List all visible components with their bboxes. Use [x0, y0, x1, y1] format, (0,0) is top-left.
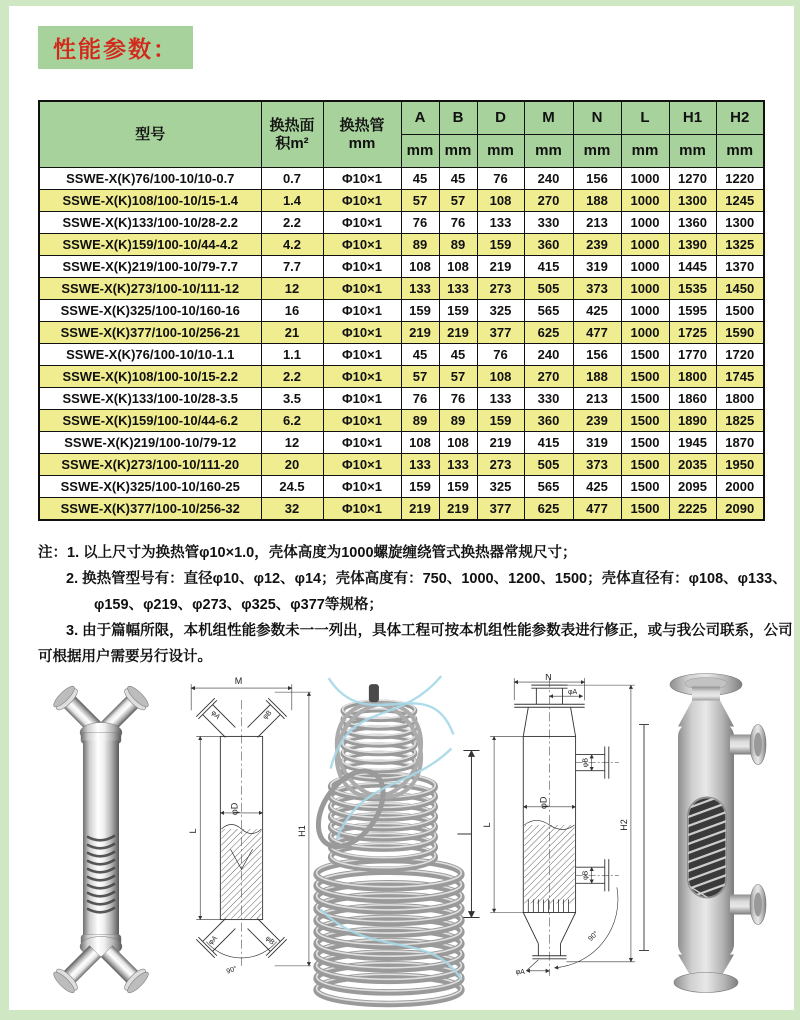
dim-cell-M: 240 — [524, 168, 573, 190]
dim-cell-L: 1500 — [621, 344, 669, 366]
dim-cell-M: 625 — [524, 322, 573, 344]
header-dim-B: B — [439, 101, 477, 135]
dim-cell-L: 1000 — [621, 300, 669, 322]
drawing2-labels — [482, 674, 629, 976]
table-row — [39, 190, 764, 212]
dim-cell-B: 89 — [439, 234, 477, 256]
dim-cell-N: 477 — [573, 498, 621, 521]
dim-cell-H1: 1770 — [669, 344, 716, 366]
label-angle: 90° — [225, 965, 239, 976]
dim-cell-N: 188 — [573, 190, 621, 212]
model-cell: SSWE-X(K)325/100-10/160-16 — [39, 300, 261, 322]
dim-cell-D: 133 — [477, 212, 524, 234]
area-cell: 6.2 — [261, 410, 323, 432]
dim-cell-L: 1500 — [621, 432, 669, 454]
dim-cell-N: 156 — [573, 168, 621, 190]
dim-cell-H1: 1390 — [669, 234, 716, 256]
unit-cell: mm — [401, 135, 439, 168]
dim-cell-H2: 1370 — [716, 256, 764, 278]
dim-cell-H2: 1450 — [716, 278, 764, 300]
area-cell: 7.7 — [261, 256, 323, 278]
dim-cell-B: 159 — [439, 476, 477, 498]
label-L: L — [482, 822, 493, 828]
header-dim-H1: H1 — [669, 101, 716, 135]
dim-cell-N: 239 — [573, 234, 621, 256]
dim-cell-H2: 1800 — [716, 388, 764, 410]
dim-cell-N: 319 — [573, 432, 621, 454]
top-cone-right — [571, 707, 576, 736]
model-cell: SSWE-X(K)108/100-10/15-2.2 — [39, 366, 261, 388]
area-cell: 3.5 — [261, 388, 323, 410]
table-row — [39, 212, 764, 234]
dim-cell-H2: 1220 — [716, 168, 764, 190]
header-dim-M: M — [524, 101, 573, 135]
unit-cell: mm — [621, 135, 669, 168]
table-row — [39, 366, 764, 388]
dim-L — [490, 736, 523, 912]
dim-cell-N: 425 — [573, 476, 621, 498]
model-cell: SSWE-X(K)219/100-10/79-7.7 — [39, 256, 261, 278]
tube-cell: Φ10×1 — [323, 454, 401, 476]
dim-cell-B: 133 — [439, 278, 477, 300]
bottom-flange — [674, 973, 738, 993]
dim-cell-D: 377 — [477, 498, 524, 521]
dim-A-bottom — [526, 960, 549, 971]
dim-cell-M: 330 — [524, 388, 573, 410]
model-cell: SSWE-X(K)108/100-10/15-1.4 — [39, 190, 261, 212]
header-dim-A: A — [401, 101, 439, 135]
lower-side-nozzle — [730, 885, 766, 925]
dim-cell-L: 1000 — [621, 322, 669, 344]
dim-cell-B: 108 — [439, 432, 477, 454]
model-cell: SSWE-X(K)273/100-10/111-20 — [39, 454, 261, 476]
dim-cell-A: 108 — [401, 432, 439, 454]
coil-hatch — [524, 825, 574, 903]
dim-cell-H1: 1860 — [669, 388, 716, 410]
model-cell: SSWE-X(K)273/100-10/111-12 — [39, 278, 261, 300]
dim-cell-A: 45 — [401, 168, 439, 190]
page-title: 性能参数： — [38, 26, 193, 69]
dim-cell-M: 565 — [524, 300, 573, 322]
dim-cell-A: 108 — [401, 256, 439, 278]
tube-cell: Φ10×1 — [323, 278, 401, 300]
dim-cell-B: 219 — [439, 322, 477, 344]
dim-cell-M: 415 — [524, 256, 573, 278]
table-row — [39, 168, 764, 190]
dim-cell-D: 133 — [477, 388, 524, 410]
header-tube-line2: mm — [348, 134, 376, 152]
dim-cell-A: 45 — [401, 344, 439, 366]
note-line: φ159、φ219、φ273、φ325、φ377等规格； — [94, 597, 383, 614]
table-row — [39, 454, 764, 476]
dim-cell-D: 325 — [477, 476, 524, 498]
product-photo-1 — [36, 676, 166, 1002]
label-N: N — [545, 674, 552, 683]
area-cell: 0.7 — [261, 168, 323, 190]
tube-cell: Φ10×1 — [323, 234, 401, 256]
header-dim-D: D — [477, 101, 524, 135]
dim-cell-B: 57 — [439, 190, 477, 212]
dim-cell-M: 270 — [524, 190, 573, 212]
dim-cell-M: 270 — [524, 366, 573, 388]
dimension-drawing-1 — [170, 672, 316, 984]
model-cell: SSWE-X(K)133/100-10/28-3.5 — [39, 388, 261, 410]
tube-cell: Φ10×1 — [323, 388, 401, 410]
label-B-top: φB — [261, 709, 274, 721]
table-row — [39, 432, 764, 454]
dim-cell-H2: 1245 — [716, 190, 764, 212]
dim-L — [196, 736, 220, 919]
top-nozzle-left — [196, 698, 239, 741]
dim-cell-M: 505 — [524, 278, 573, 300]
model-cell: SSWE-X(K)159/100-10/44-4.2 — [39, 234, 261, 256]
drawing1-labels — [188, 676, 307, 976]
table-row — [39, 498, 764, 521]
unit-cell: mm — [573, 135, 621, 168]
coil-hatch — [221, 829, 261, 919]
dim-cell-L: 1500 — [621, 388, 669, 410]
label-B-bottom: φB — [263, 934, 276, 947]
label-D: φD — [229, 802, 240, 816]
tube-cell: Φ10×1 — [323, 300, 401, 322]
dim-cell-L: 1000 — [621, 212, 669, 234]
dim-cell-M: 625 — [524, 498, 573, 521]
tube-cell: Φ10×1 — [323, 322, 401, 344]
dim-cell-M: 330 — [524, 212, 573, 234]
label-H1: H1 — [296, 825, 307, 837]
dim-cell-H1: 1800 — [669, 366, 716, 388]
dim-cell-M: 565 — [524, 476, 573, 498]
model-cell: SSWE-X(K)377/100-10/256-32 — [39, 498, 261, 521]
tube-cell: Φ10×1 — [323, 366, 401, 388]
dim-cell-M: 505 — [524, 454, 573, 476]
dim-cell-H2: 1870 — [716, 432, 764, 454]
dim-cell-H2: 2000 — [716, 476, 764, 498]
dim-cell-D: 219 — [477, 432, 524, 454]
dim-cell-A: 219 — [401, 498, 439, 521]
dim-cell-A: 219 — [401, 322, 439, 344]
dim-cell-M: 415 — [524, 432, 573, 454]
header-tube — [323, 101, 401, 168]
area-cell: 20 — [261, 454, 323, 476]
dim-cell-L: 1500 — [621, 410, 669, 432]
dim-cell-N: 373 — [573, 454, 621, 476]
dim-cell-H1: 1360 — [669, 212, 716, 234]
dim-cell-L: 1500 — [621, 476, 669, 498]
area-cell: 16 — [261, 300, 323, 322]
dim-cell-H1: 1535 — [669, 278, 716, 300]
dim-cell-D: 159 — [477, 410, 524, 432]
dim-cell-B: 89 — [439, 410, 477, 432]
note-line: 可根据用户需要另行设计。 — [38, 649, 212, 666]
dim-cell-N: 373 — [573, 278, 621, 300]
table-body — [39, 168, 764, 521]
bottom-nozzle-left — [196, 914, 239, 957]
dim-cell-A: 76 — [401, 388, 439, 410]
dim-cell-L: 1500 — [621, 366, 669, 388]
area-cell: 2.2 — [261, 212, 323, 234]
model-cell: SSWE-X(K)159/100-10/44-6.2 — [39, 410, 261, 432]
dim-cell-H1: 1270 — [669, 168, 716, 190]
area-cell: 12 — [261, 432, 323, 454]
dim-cell-N: 156 — [573, 344, 621, 366]
table-row — [39, 300, 764, 322]
model-cell: SSWE-X(K)219/100-10/79-12 — [39, 432, 261, 454]
dim-cell-N: 477 — [573, 322, 621, 344]
dim-cell-H1: 1945 — [669, 432, 716, 454]
dim-cell-H1: 1725 — [669, 322, 716, 344]
dim-cell-H1: 1445 — [669, 256, 716, 278]
model-cell: SSWE-X(K)377/100-10/256-21 — [39, 322, 261, 344]
table-row — [39, 278, 764, 300]
table-row — [39, 410, 764, 432]
header-dim-H2: H2 — [716, 101, 764, 135]
label-H2: H2 — [618, 819, 629, 831]
dim-cell-H1: 2225 — [669, 498, 716, 521]
tube-cell: Φ10×1 — [323, 476, 401, 498]
coil-bundle-photo — [300, 658, 482, 1010]
dim-cell-D: 273 — [477, 454, 524, 476]
header-area — [261, 101, 323, 168]
dim-cell-A: 57 — [401, 366, 439, 388]
tube-cell: Φ10×1 — [323, 432, 401, 454]
dim-cell-L: 1000 — [621, 234, 669, 256]
unit-cell: mm — [716, 135, 764, 168]
table-header — [39, 101, 764, 168]
spec-table — [38, 100, 765, 521]
upper-side-nozzle — [730, 725, 766, 765]
dim-cell-B: 76 — [439, 388, 477, 410]
area-cell: 32 — [261, 498, 323, 521]
dim-cell-L: 1000 — [621, 168, 669, 190]
top-stub — [692, 687, 720, 703]
dim-cell-H2: 1720 — [716, 344, 764, 366]
dim-cell-M: 360 — [524, 234, 573, 256]
model-cell: SSWE-X(K)325/100-10/160-25 — [39, 476, 261, 498]
dim-cell-H1: 1300 — [669, 190, 716, 212]
dim-cell-B: 219 — [439, 498, 477, 521]
label-angle: 90° — [587, 930, 600, 943]
label-A-top: φA — [209, 709, 222, 721]
dim-cell-D: 377 — [477, 322, 524, 344]
dim-cell-B: 108 — [439, 256, 477, 278]
dimension-drawing-2 — [478, 674, 644, 986]
dim-cell-A: 133 — [401, 278, 439, 300]
dim-cell-A: 133 — [401, 454, 439, 476]
note-line: 注：1. 以上尺寸为换热管φ10×1.0，壳体高度为1000螺旋缠绕管式换热器常规尺寸； — [38, 545, 577, 561]
label-L: L — [188, 828, 199, 834]
dim-cell-B: 133 — [439, 454, 477, 476]
model-cell: SSWE-X(K)76/100-10/10-1.1 — [39, 344, 261, 366]
dim-cell-L: 1500 — [621, 454, 669, 476]
area-cell: 1.1 — [261, 344, 323, 366]
label-A-bottom: φA — [207, 934, 220, 947]
header-model: 型号 — [39, 101, 261, 168]
area-cell: 4.2 — [261, 234, 323, 256]
label-B-lower: φB — [582, 870, 590, 880]
dim-cell-H1: 1595 — [669, 300, 716, 322]
table-row — [39, 322, 764, 344]
tube-cell: Φ10×1 — [323, 410, 401, 432]
dim-cell-M: 360 — [524, 410, 573, 432]
label-M: M — [234, 676, 243, 687]
label-D: φD — [538, 796, 549, 810]
tube-cell: Φ10×1 — [323, 344, 401, 366]
dim-cell-A: 89 — [401, 234, 439, 256]
dim-cell-D: 159 — [477, 234, 524, 256]
note-line: 3. 由于篇幅所限，本机组性能参数未一一列出，具体工程可按本机组性能参数表进行修正，或与我公司联系，公司 — [66, 623, 793, 640]
dim-cell-L: 1000 — [621, 190, 669, 212]
label-A-top: φA — [567, 689, 578, 697]
label-B-upper: φB — [582, 757, 590, 768]
dim-cell-N: 213 — [573, 212, 621, 234]
label-A-bottom: φA — [515, 968, 525, 976]
note-line: 2. 换热管型号有：直径φ10、φ12、φ14；壳体高度有：750、1000、1200、1500；壳体直径有：φ108、φ133、 — [66, 571, 787, 588]
dim-cell-L: 1000 — [621, 256, 669, 278]
dim-cell-D: 325 — [477, 300, 524, 322]
dim-cell-D: 76 — [477, 168, 524, 190]
dim-cell-A: 159 — [401, 300, 439, 322]
dim-cell-H2: 1745 — [716, 366, 764, 388]
tube-cell: Φ10×1 — [323, 498, 401, 521]
dim-cell-N: 425 — [573, 300, 621, 322]
model-cell: SSWE-X(K)76/100-10/10-0.7 — [39, 168, 261, 190]
tube-cell: Φ10×1 — [323, 212, 401, 234]
dim-cell-H2: 1825 — [716, 410, 764, 432]
dim-cell-B: 76 — [439, 212, 477, 234]
model-cell: SSWE-X(K)133/100-10/28-2.2 — [39, 212, 261, 234]
dim-cell-B: 45 — [439, 168, 477, 190]
header-tube-line1: 换热管 — [339, 117, 385, 135]
area-cell: 24.5 — [261, 476, 323, 498]
table-row — [39, 256, 764, 278]
dim-cell-H1: 1890 — [669, 410, 716, 432]
product-photo-2 — [636, 662, 786, 998]
dim-cell-M: 240 — [524, 344, 573, 366]
dim-cell-D: 76 — [477, 344, 524, 366]
dim-cell-B: 57 — [439, 366, 477, 388]
dimension-line — [639, 725, 649, 951]
tube-cell: Φ10×1 — [323, 190, 401, 212]
dim-cell-H2: 1325 — [716, 234, 764, 256]
area-cell: 1.4 — [261, 190, 323, 212]
table-row — [39, 476, 764, 498]
top-cone-left — [523, 707, 528, 736]
unit-cell: mm — [477, 135, 524, 168]
top-flange-plate — [514, 704, 584, 707]
header-area-line1: 换热面 — [269, 117, 315, 135]
dim-cell-N: 188 — [573, 366, 621, 388]
dim-cell-D: 273 — [477, 278, 524, 300]
area-cell: 12 — [261, 278, 323, 300]
header-dim-L: L — [621, 101, 669, 135]
dim-cell-H1: 2095 — [669, 476, 716, 498]
header-area-line2: 积m² — [275, 134, 309, 152]
dim-cell-A: 57 — [401, 190, 439, 212]
notes — [38, 540, 793, 670]
dim-cell-N: 239 — [573, 410, 621, 432]
unit-cell: mm — [669, 135, 716, 168]
dim-cell-H2: 1500 — [716, 300, 764, 322]
unit-cell: mm — [524, 135, 573, 168]
dim-cell-L: 1000 — [621, 278, 669, 300]
dim-cell-L: 1500 — [621, 498, 669, 521]
tube-cell: Φ10×1 — [323, 168, 401, 190]
dim-cell-H1: 2035 — [669, 454, 716, 476]
top-fitting — [369, 684, 379, 702]
dim-cell-A: 159 — [401, 476, 439, 498]
dim-cell-B: 45 — [439, 344, 477, 366]
table-row — [39, 344, 764, 366]
area-cell: 2.2 — [261, 366, 323, 388]
table-row — [39, 388, 764, 410]
unit-cell: mm — [439, 135, 477, 168]
dim-cell-D: 108 — [477, 366, 524, 388]
dim-cell-D: 108 — [477, 190, 524, 212]
dim-cell-B: 159 — [439, 300, 477, 322]
dim-cell-H2: 1300 — [716, 212, 764, 234]
table-row — [39, 234, 764, 256]
dim-cell-H2: 1950 — [716, 454, 764, 476]
dim-cell-H2: 2090 — [716, 498, 764, 521]
dim-cell-N: 213 — [573, 388, 621, 410]
bottom-nozzle-right — [243, 914, 286, 957]
dim-cell-H2: 1590 — [716, 322, 764, 344]
area-cell: 21 — [261, 322, 323, 344]
dim-cell-D: 219 — [477, 256, 524, 278]
dim-cell-A: 89 — [401, 410, 439, 432]
dim-cell-A: 76 — [401, 212, 439, 234]
dim-cell-N: 319 — [573, 256, 621, 278]
tube-cell: Φ10×1 — [323, 256, 401, 278]
header-dim-N: N — [573, 101, 621, 135]
